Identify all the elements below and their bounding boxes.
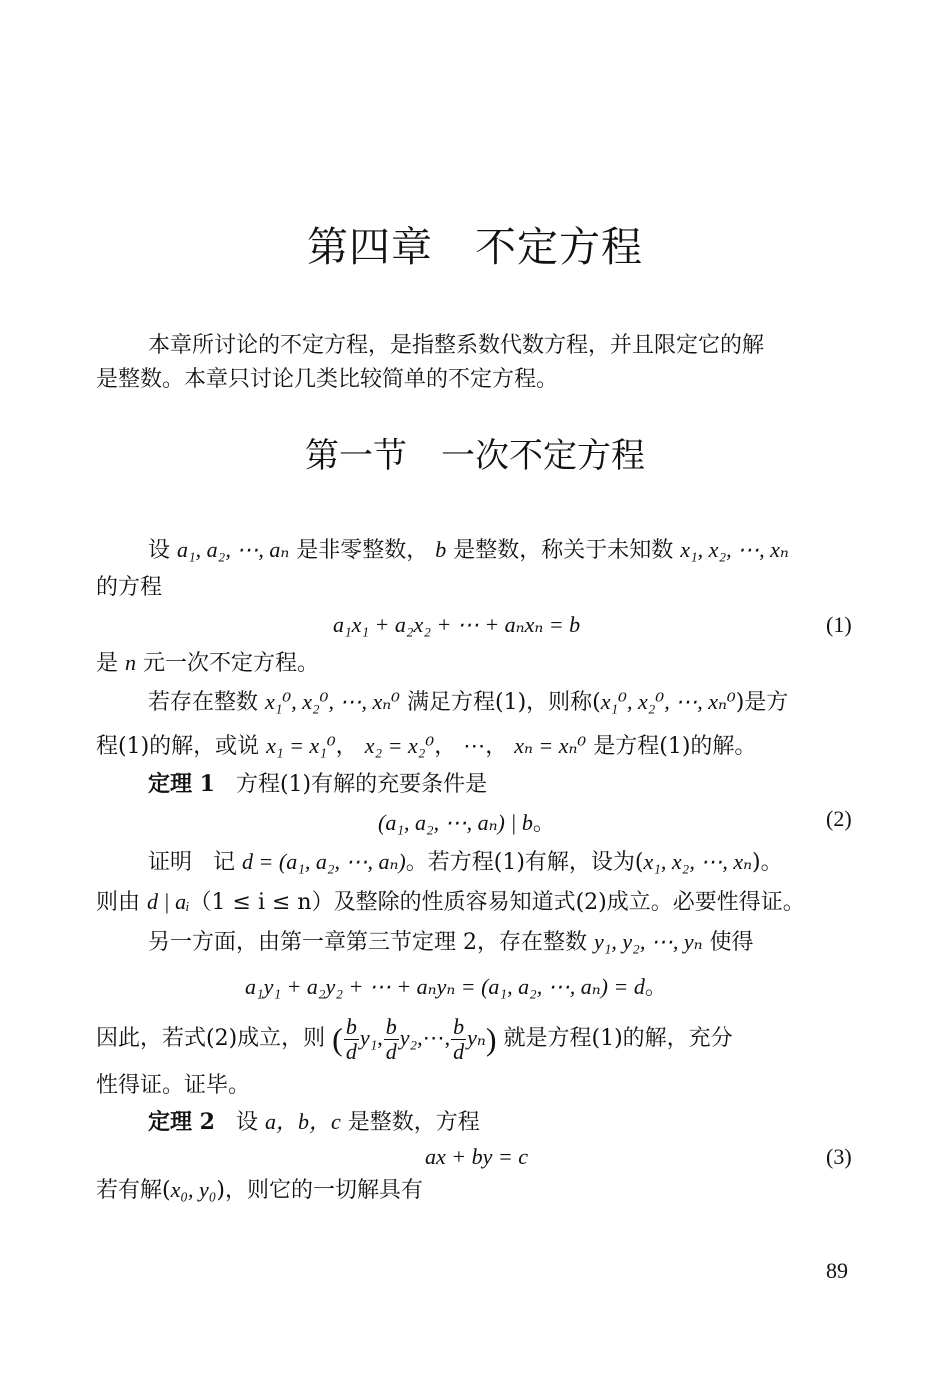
equation-expr: a₁y₁ + a₂y₂ + ⋯ + aₙyₙ = (a₁, a₂, ⋯, aₙ) = d	[245, 974, 645, 999]
fraction-denominator: d	[345, 1038, 357, 1064]
equation-number-1: (1)	[826, 612, 852, 637]
section-title: 第一节 一次不定方程	[305, 436, 645, 476]
text: )是方	[735, 690, 789, 715]
solution-tuple: x₁⁰, x₂⁰, ⋯, xₙ⁰	[600, 689, 736, 714]
y1: y₁	[359, 1025, 378, 1050]
proof-line-1	[148, 846, 783, 879]
open-paren: (	[332, 1021, 343, 1057]
proof-line-3	[148, 926, 754, 959]
ellipsis: ⋯	[463, 733, 486, 758]
solution-sequence: x₁⁰, x₂⁰, ⋯, xₙ⁰	[265, 689, 400, 714]
theorem-label: 定理 1	[148, 771, 215, 797]
text: 因此，若式(2)成立，则	[96, 1026, 326, 1051]
fraction-b-over-d	[384, 1015, 399, 1064]
text: 是非零整数，	[296, 538, 429, 563]
para1-line-2: 的方程	[96, 575, 163, 600]
fraction-numerator: b	[385, 1013, 397, 1039]
page-number: 89	[826, 1258, 848, 1283]
theorem-1	[148, 768, 487, 801]
proof-label: 证明	[148, 850, 193, 875]
equation-expr: (a₁, a₂, ⋯, aₙ) | b	[378, 810, 533, 835]
equation-1: a₁x₁ + a₂x₂ + ⋯ + aₙxₙ = b	[333, 612, 581, 637]
para1-line-1	[148, 534, 789, 567]
integer-sequence-y: y₁, y₂, ⋯, yₙ	[594, 929, 703, 954]
text: 若存在整数	[148, 690, 259, 715]
para3-line-2	[96, 730, 756, 763]
text: 元一次不定方程。	[143, 651, 320, 676]
equation-number-3: (3)	[826, 1144, 852, 1169]
text: 设	[235, 1110, 258, 1135]
equation-3	[245, 970, 667, 1001]
fraction-b-over-d	[344, 1015, 359, 1064]
text: 。若方程(1)有解，设为(	[405, 850, 644, 875]
text: )，则它的一切解具有	[216, 1178, 424, 1203]
assignment-x2: x₂ = x₂⁰	[364, 733, 435, 758]
text: 满足方程(1)，则称(	[406, 690, 601, 715]
separator: ，	[485, 734, 508, 759]
fraction-denominator: d	[453, 1038, 465, 1064]
text: 程(1)的解，或说	[96, 734, 260, 759]
punct: 。	[532, 811, 555, 836]
gcd-definition: d = (a₁, a₂, ⋯, aₙ)	[242, 849, 406, 874]
particular-solution: x₀, y₀	[170, 1177, 217, 1202]
chapter-title: 第四章 不定方程	[307, 223, 643, 271]
text: 是整数，称关于未知数	[453, 538, 674, 563]
equation-4: ax + by = c	[425, 1144, 528, 1169]
proof-line-2	[96, 886, 805, 919]
separator: ，	[434, 734, 457, 759]
text: 及整除的性质容易知道式(2)成立。必要性得证。	[333, 890, 805, 915]
variable-b: b	[435, 537, 447, 562]
theorem-label: 定理 2	[148, 1109, 215, 1135]
text: 则由	[96, 890, 141, 915]
equation-number-2: (2)	[826, 806, 852, 831]
fraction-numerator: b	[345, 1013, 357, 1039]
theorem-2	[148, 1106, 480, 1139]
text: 设	[148, 538, 171, 563]
ellipsis: ⋯	[422, 1025, 445, 1050]
text: 是	[96, 651, 119, 676]
conclusion-line-2: 性得证。证毕。	[96, 1073, 251, 1098]
fraction-denominator: d	[385, 1038, 397, 1064]
fraction-numerator: b	[453, 1013, 465, 1039]
equation-2	[378, 806, 555, 837]
separator: ，	[335, 734, 358, 759]
intro-line-2: 是整数。本章只讨论几类比较简单的不定方程。	[96, 367, 559, 392]
intro-line-1: 本章所讨论的不定方程，是指整系数代数方程，并且限定它的解	[148, 333, 765, 358]
variable-n: n	[125, 650, 137, 675]
fraction-b-over-d	[451, 1015, 466, 1064]
text: 另一方面，由第一章第三节定理 2，存在整数	[148, 930, 587, 955]
last-line	[96, 1174, 423, 1207]
close-paren: )	[485, 1021, 497, 1057]
text: 若有解(	[96, 1178, 171, 1203]
unknown-sequence: x₁, x₂, ⋯, xₙ	[680, 537, 789, 562]
index-range: （1 ≤ i ≤ n）	[189, 890, 334, 915]
conclusion-line-1: 因此，若式(2)成立，则 ( $\frac{b}{d}$ y₁, $\frac{b}{d}$ y₂,⋯, $\frac{b}{d}$ yₙ) 就是方程(1)的解，充分	[96, 1013, 733, 1064]
coefficient-sequence: a₁, a₂, ⋯, aₙ	[177, 537, 290, 562]
text: 就是方程(1)的解，充分	[503, 1026, 733, 1051]
text: 是整数，方程	[347, 1110, 480, 1135]
y2: y₂	[399, 1025, 418, 1050]
text: 记	[213, 850, 236, 875]
punct: 。	[644, 975, 667, 1000]
para2-line	[96, 647, 319, 680]
assignment-xn: xₙ = xₙ⁰	[514, 733, 587, 758]
para3-line-1	[148, 686, 788, 719]
theorem-text: 方程(1)有解的充要条件是	[235, 772, 488, 797]
variables: a，b，c	[264, 1109, 341, 1134]
text: 是方程(1)的解。	[593, 734, 757, 759]
yn: yₙ	[467, 1025, 486, 1050]
solution-tuple: x₁, x₂, ⋯, xₙ	[643, 849, 753, 874]
assignment-x1: x₁ = x₁⁰	[266, 733, 336, 758]
text: )。	[752, 850, 783, 875]
text: 使得	[709, 930, 754, 955]
divisibility: d | aᵢ	[147, 889, 190, 914]
